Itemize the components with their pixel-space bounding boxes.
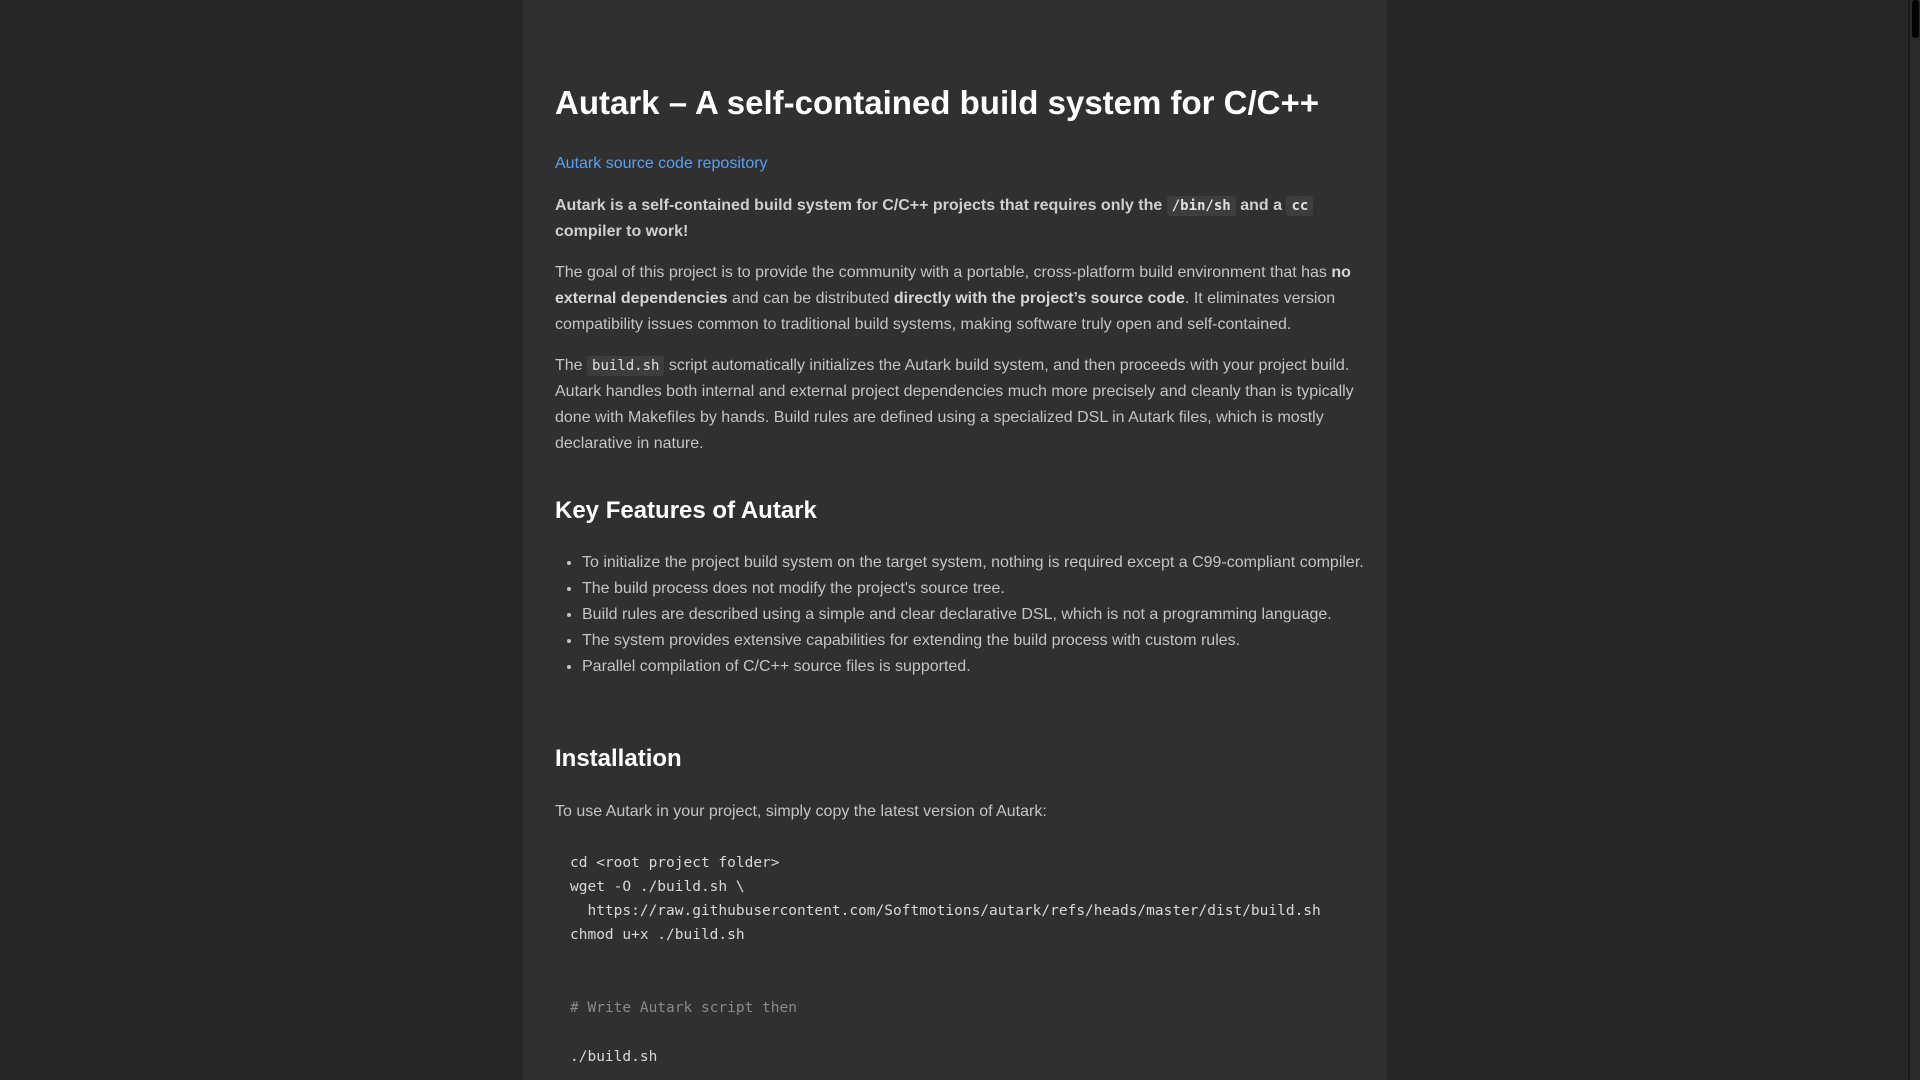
- goal-text-3: . It eliminates version compatibility issues common to traditional build systems, making software truly open and self-contained.: [555, 290, 1336, 333]
- code-comment-line: # Write Autark script then: [570, 1000, 797, 1016]
- feature-item: • The system provides extensive capabilities for extending the build process with custom rules.: [582, 628, 1384, 654]
- goal-bold-2: directly with the project’s source code: [893, 290, 1185, 307]
- goal-paragraph: [555, 260, 1357, 338]
- build-paragraph: [555, 353, 1357, 457]
- code-line: wget -O ./build.sh \: [570, 879, 745, 895]
- installation-text: To use Autark in your project, simply copy the latest version of Autark:: [555, 803, 1047, 820]
- features-heading: Key Features of Autark: [555, 497, 817, 524]
- feature-item: • Build rules are described using a simple and clear declarative DSL, which is not a programming language.: [582, 602, 1384, 628]
- installation-heading: Installation: [555, 745, 682, 772]
- intro-text-1: Autark is a self-contained build system for C/C++ projects that requires only the: [555, 197, 1163, 214]
- build-text-2: script automatically initializes the Autark build system, and then proceeds with your project build. Autark handles both internal and external project dependencies much more precisely and cleanly than is typically done with Makefiles by hands. Build rules are defined using a specialized DSL in Autark files, which is mostly declarative in nature.: [555, 357, 1354, 452]
- scrollbar-track[interactable]: [1910, 0, 1920, 1080]
- intro-code-cc: cc: [1286, 196, 1313, 216]
- feature-item: • To initialize the project build system on the target system, nothing is required except a C99-compliant compiler.: [582, 550, 1384, 576]
- goal-bold-1: no external dependencies: [555, 264, 1351, 307]
- features-list: [555, 550, 1384, 680]
- intro-text-2: and a: [1240, 197, 1282, 214]
- code-line: cd <root project folder>: [570, 855, 780, 871]
- code-line: https://raw.githubusercontent.com/Softmotions/autark/refs/heads/master/dist/build.sh: [570, 903, 1321, 919]
- repo-link[interactable]: Autark source code repository: [555, 155, 768, 172]
- build-text-1: The: [555, 357, 583, 374]
- scrollbar-thumb[interactable]: [1912, 0, 1919, 38]
- intro-text-3: compiler to work!: [555, 223, 689, 240]
- intro-paragraph: [555, 193, 1357, 245]
- goal-text-2: and can be distributed: [731, 290, 890, 307]
- code-line: ./build.sh: [570, 1049, 658, 1065]
- feature-item: • The build process does not modify the project's source tree.: [582, 576, 1384, 602]
- code-line: chmod u+x ./build.sh: [570, 927, 745, 943]
- document-page: [523, 0, 1387, 1080]
- feature-item: • Parallel compilation of C/C++ source files is supported.: [582, 654, 1384, 680]
- goal-text-1: The goal of this project is to provide the community with a portable, cross-platform build environment that has: [555, 264, 1327, 281]
- page-title: Autark – A self-contained build system for C/C++: [555, 84, 1320, 121]
- build-code-buildsh: build.sh: [587, 356, 664, 376]
- intro-code-binsh: /bin/sh: [1167, 196, 1236, 216]
